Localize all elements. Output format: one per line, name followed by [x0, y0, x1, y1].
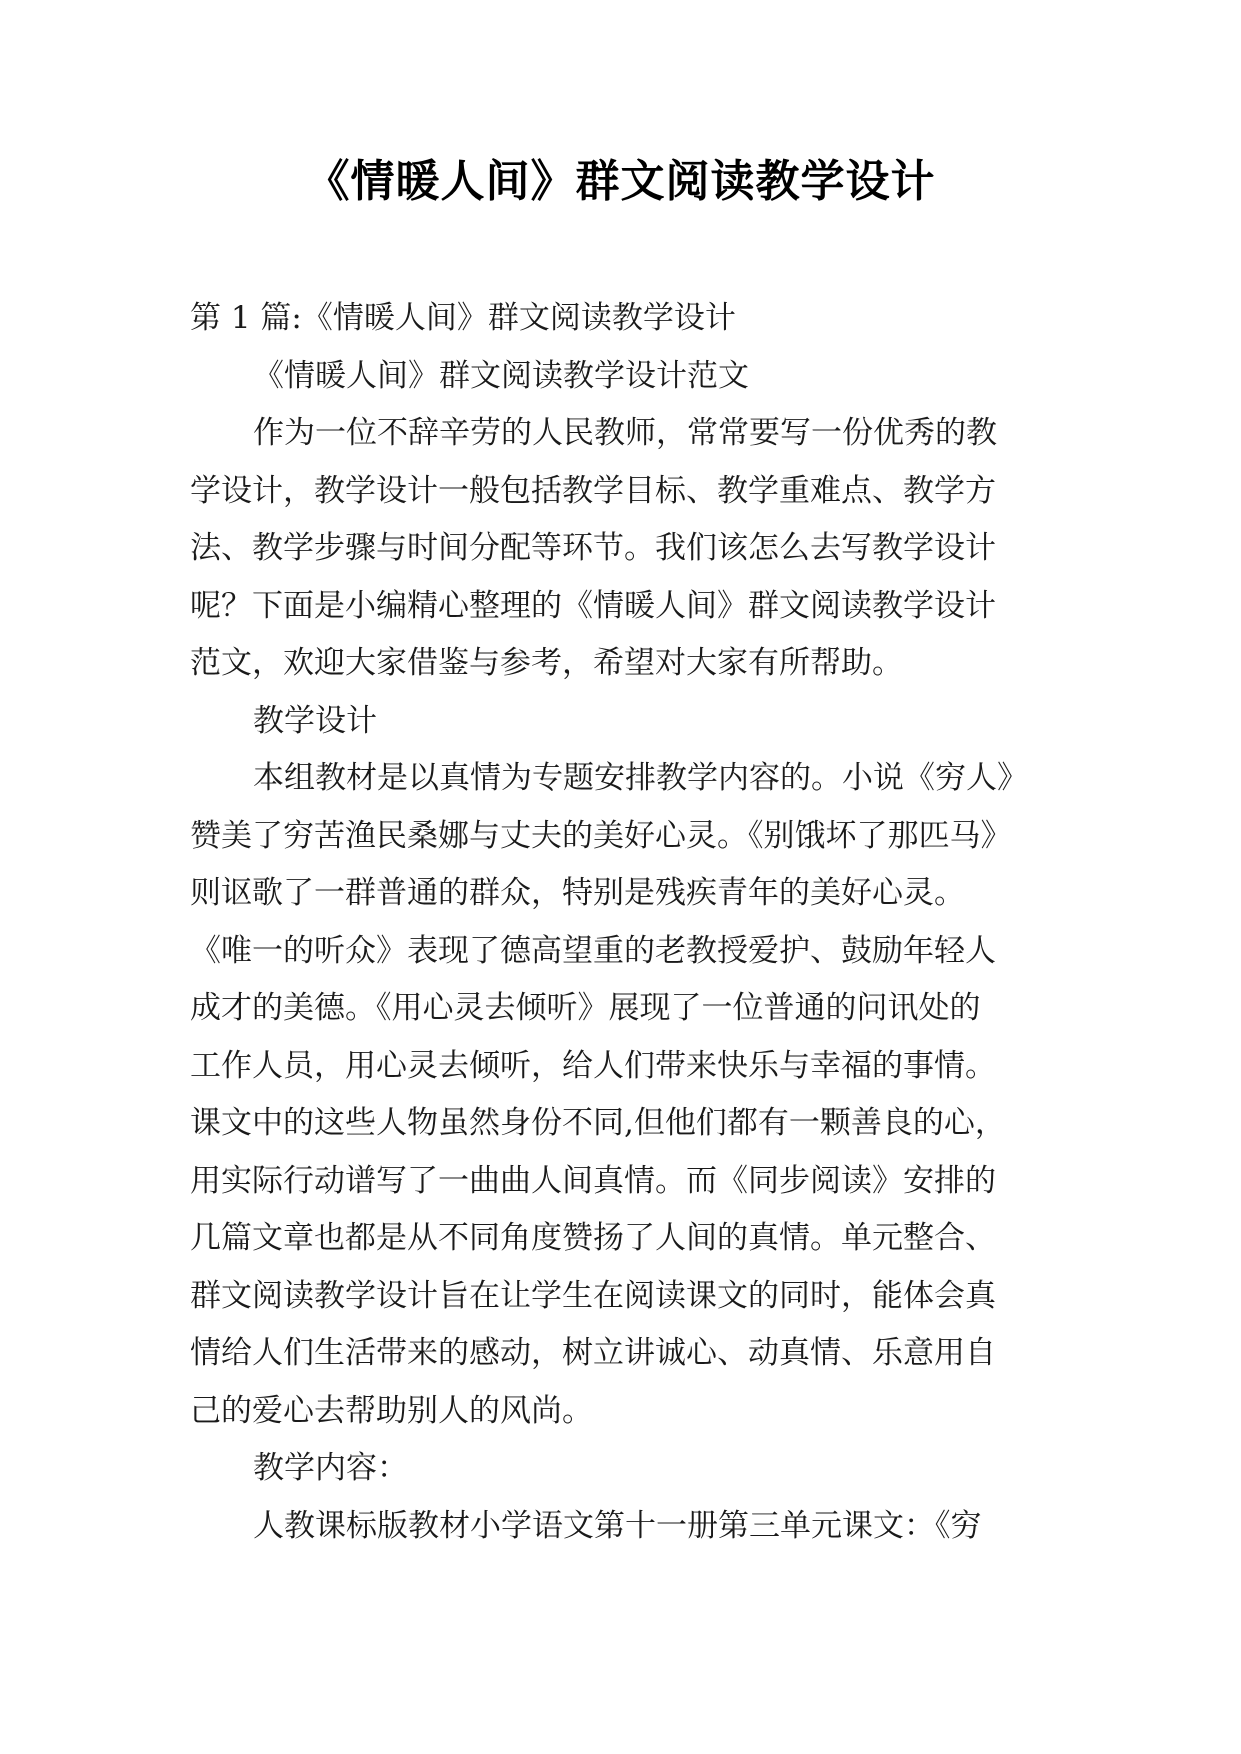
- text-line: 课文中的这些人物虽然身份不同,但他们都有一颗善良的心，: [190, 1105, 1006, 1141]
- text-line: 赞美了穷苦渔民桑娜与丈夫的美好心灵。《别饿坏了那匹马》: [190, 817, 1012, 854]
- text-line: 作为一位不辞辛劳的人民教师，常常要写一份优秀的教: [253, 415, 997, 451]
- document-title: 《情暖人间》群文阅读教学设计: [305, 156, 936, 207]
- text-line: 用实际行动谱写了一曲曲人间真情。而《同步阅读》安排的: [190, 1162, 996, 1199]
- text-line: 呢？下面是小编精心整理的《情暖人间》群文阅读教学设计: [190, 587, 996, 624]
- text-line: 工作人员，用心灵去倾听，给人们带来快乐与幸福的事情。: [190, 1047, 996, 1084]
- text-line: 人教课标版教材小学语文第十一册第三单元课文：《穷: [253, 1507, 982, 1544]
- text-line: 教学内容：: [253, 1450, 408, 1486]
- text-line: 第 1 篇:《情暖人间》群文阅读教学设计: [190, 300, 736, 336]
- text-line: 成才的美德。《用心灵去倾听》展现了一位普通的问讯处的: [190, 990, 981, 1026]
- text-line: 法、教学步骤与时间分配等环节。我们该怎么去写教学设计: [190, 530, 996, 566]
- text-line: 则讴歌了一群普通的群众，特别是残疾青年的美好心灵。: [190, 875, 965, 911]
- text-line: 学设计，教学设计一般包括教学目标、教学重难点、教学方: [190, 472, 996, 509]
- text-line: 己的爱心去帮助别人的风尚。: [190, 1392, 593, 1429]
- text-line: 群文阅读教学设计旨在让学生在阅读课文的同时，能体会真: [190, 1277, 996, 1314]
- document-body: [190, 290, 1062, 1555]
- text-line: 本组教材是以真情为专题安排教学内容的。小说《穷人》: [253, 760, 1028, 796]
- text-line: 《唯一的听众》表现了德高望重的老教授爱护、鼓励年轻人: [190, 932, 996, 969]
- text-line: 情给人们生活带来的感动，树立讲诚心、动真情、乐意用自: [190, 1335, 996, 1371]
- text-line: 教学设计: [253, 702, 377, 739]
- text-line: 范文，欢迎大家借鉴与参考，希望对大家有所帮助。: [190, 645, 903, 681]
- text-line: 几篇文章也都是从不同角度赞扬了人间的真情。单元整合、: [190, 1220, 996, 1256]
- text-line: 《情暖人间》群文阅读教学设计范文: [253, 357, 749, 394]
